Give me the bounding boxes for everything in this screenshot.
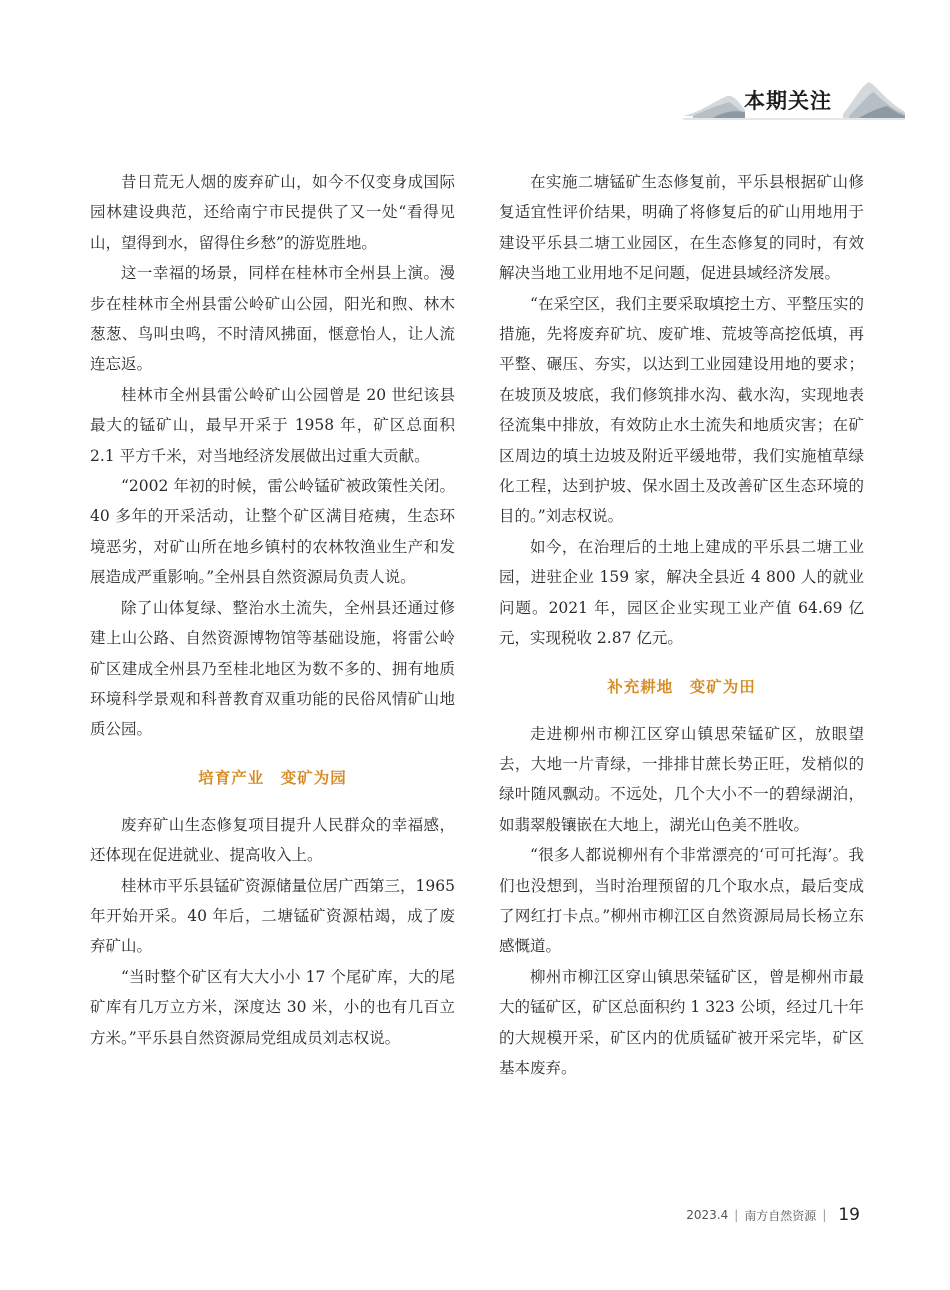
page-footer xyxy=(686,1203,860,1227)
paragraph: “在采空区，我们主要采取填挖土方、平整压实的措施，先将废弃矿坑、废矿堆、荒坡等高挖低填，再平整、碾压、夯实，以达到工业园建设用地的要求；在坡顶及坡底，我们修筑排水沟、截水沟，实现地表径流集中排放，有效防止水土流失和地质灾害；在矿区周边的填土边坡及附近平缓地带，我们实施植草绿化工程，达到护坡、保水固土及改善矿区生态环境的目的。”刘志权说。 xyxy=(499,294,864,526)
issue-number: 2023.4 xyxy=(686,1208,729,1222)
section-heading: 培育产业 变矿为园 xyxy=(198,768,347,787)
section-title: 本期关注 xyxy=(744,89,832,113)
paragraph: 柳州市柳江区穿山镇思荣锰矿区，曾是柳州市最大的锰矿区，矿区总面积约 1 323 公顷，经过几十年的大规模开采，矿区内的优质锰矿被开采完毕，矿区基本废弃。 xyxy=(499,967,864,1077)
paragraph: 走进柳州市柳江区穿山镇思荣锰矿区，放眼望去，大地一片青绿，一排排甘蔗长势正旺，发梢似的绿叶随风飘动。不远处，几个大小不一的碧绿湖泊，如翡翠般镶嵌在大地上，湖光山色美不胜收。 xyxy=(499,724,864,834)
paragraph: 如今，在治理后的土地上建成的平乐县二塘工业园，进驻企业 159 家，解决全县近 4 800 人的就业问题。2021 年，园区企业实现工业产值 64.69 亿元，实现税收 2.87 亿元。 xyxy=(499,537,864,648)
paragraph: 废弃矿山生态修复项目提升人民群众的幸福感，还体现在促进就业、提高收入上。 xyxy=(90,815,455,865)
paragraph: 在实施二塘锰矿生态修复前，平乐县根据矿山修复适宜性评价结果，明确了将修复后的矿山用地用于建设平乐县二塘工业园区，在生态修复的同时，有效解决当地工业用地不足问题，促进县域经济发展。 xyxy=(499,173,864,283)
paragraph: 这一幸福的场景，同样在桂林市全州县上演。漫步在桂林市全州县雷公岭矿山公园，阳光和煦、林木葱葱、鸟叫虫鸣，不时清风拂面，惬意怡人，让人流连忘返。 xyxy=(90,264,455,374)
paragraph: “很多人都说柳州有个非常漂亮的‘可可托海’。我们也没想到，当时治理预留的几个取水点，最后变成了网红打卡点。”柳州市柳江区自然资源局局长杨立东感慨道。 xyxy=(499,846,864,956)
paragraph: 昔日荒无人烟的废弃矿山，如今不仅变身成国际园林建设典范，还给南宁市民提供了又一处“看得见山，望得到水，留得住乡愁”的游览胜地。 xyxy=(90,173,455,252)
paragraph: 除了山体复绿、整治水土流失，全州县还通过修建上山公路、自然资源博物馆等基础设施，将雷公岭矿区建成全州县乃至桂北地区为数不多的、拥有地质环境科学景观和科普教育双重功能的民俗风情矿山地质公园。 xyxy=(90,598,455,739)
paragraph: “2002 年初的时候，雷公岭锰矿被政策性关闭。40 多年的开采活动，让整个矿区满目疮痍，生态环境恶劣，对矿山所在地乡镇村的农林牧渔业生产和发展造成严重影响。”全州县自然资源局负责人说。 xyxy=(90,477,455,587)
section-heading: 补充耕地 变矿为田 xyxy=(607,677,756,696)
paragraph: “当时整个矿区有大大小小 17 个尾矿库，大的尾矿库有几万立方米，深度达 30 米，小的也有几百立方米。”平乐县自然资源局党组成员刘志权说。 xyxy=(90,967,455,1047)
publication-name: 南方自然资源 xyxy=(744,1208,817,1223)
paragraph: 桂林市全州县雷公岭矿山公园曾是 20 世纪该县最大的锰矿山，最早开采于 1958 年，矿区总面积 2.1 平方千米，对当地经济发展做出过重大贡献。 xyxy=(90,385,455,465)
right-column xyxy=(499,167,864,1083)
page-number: 19 xyxy=(838,1205,860,1225)
footer-separator: | xyxy=(734,1208,739,1222)
left-column xyxy=(90,167,455,1053)
footer-separator: | xyxy=(822,1208,827,1222)
paragraph: 桂林市平乐县锰矿资源储量位居广西第三，1965 年开始开采。40 年后，二塘锰矿资源枯竭，成了废弃矿山。 xyxy=(90,876,455,956)
